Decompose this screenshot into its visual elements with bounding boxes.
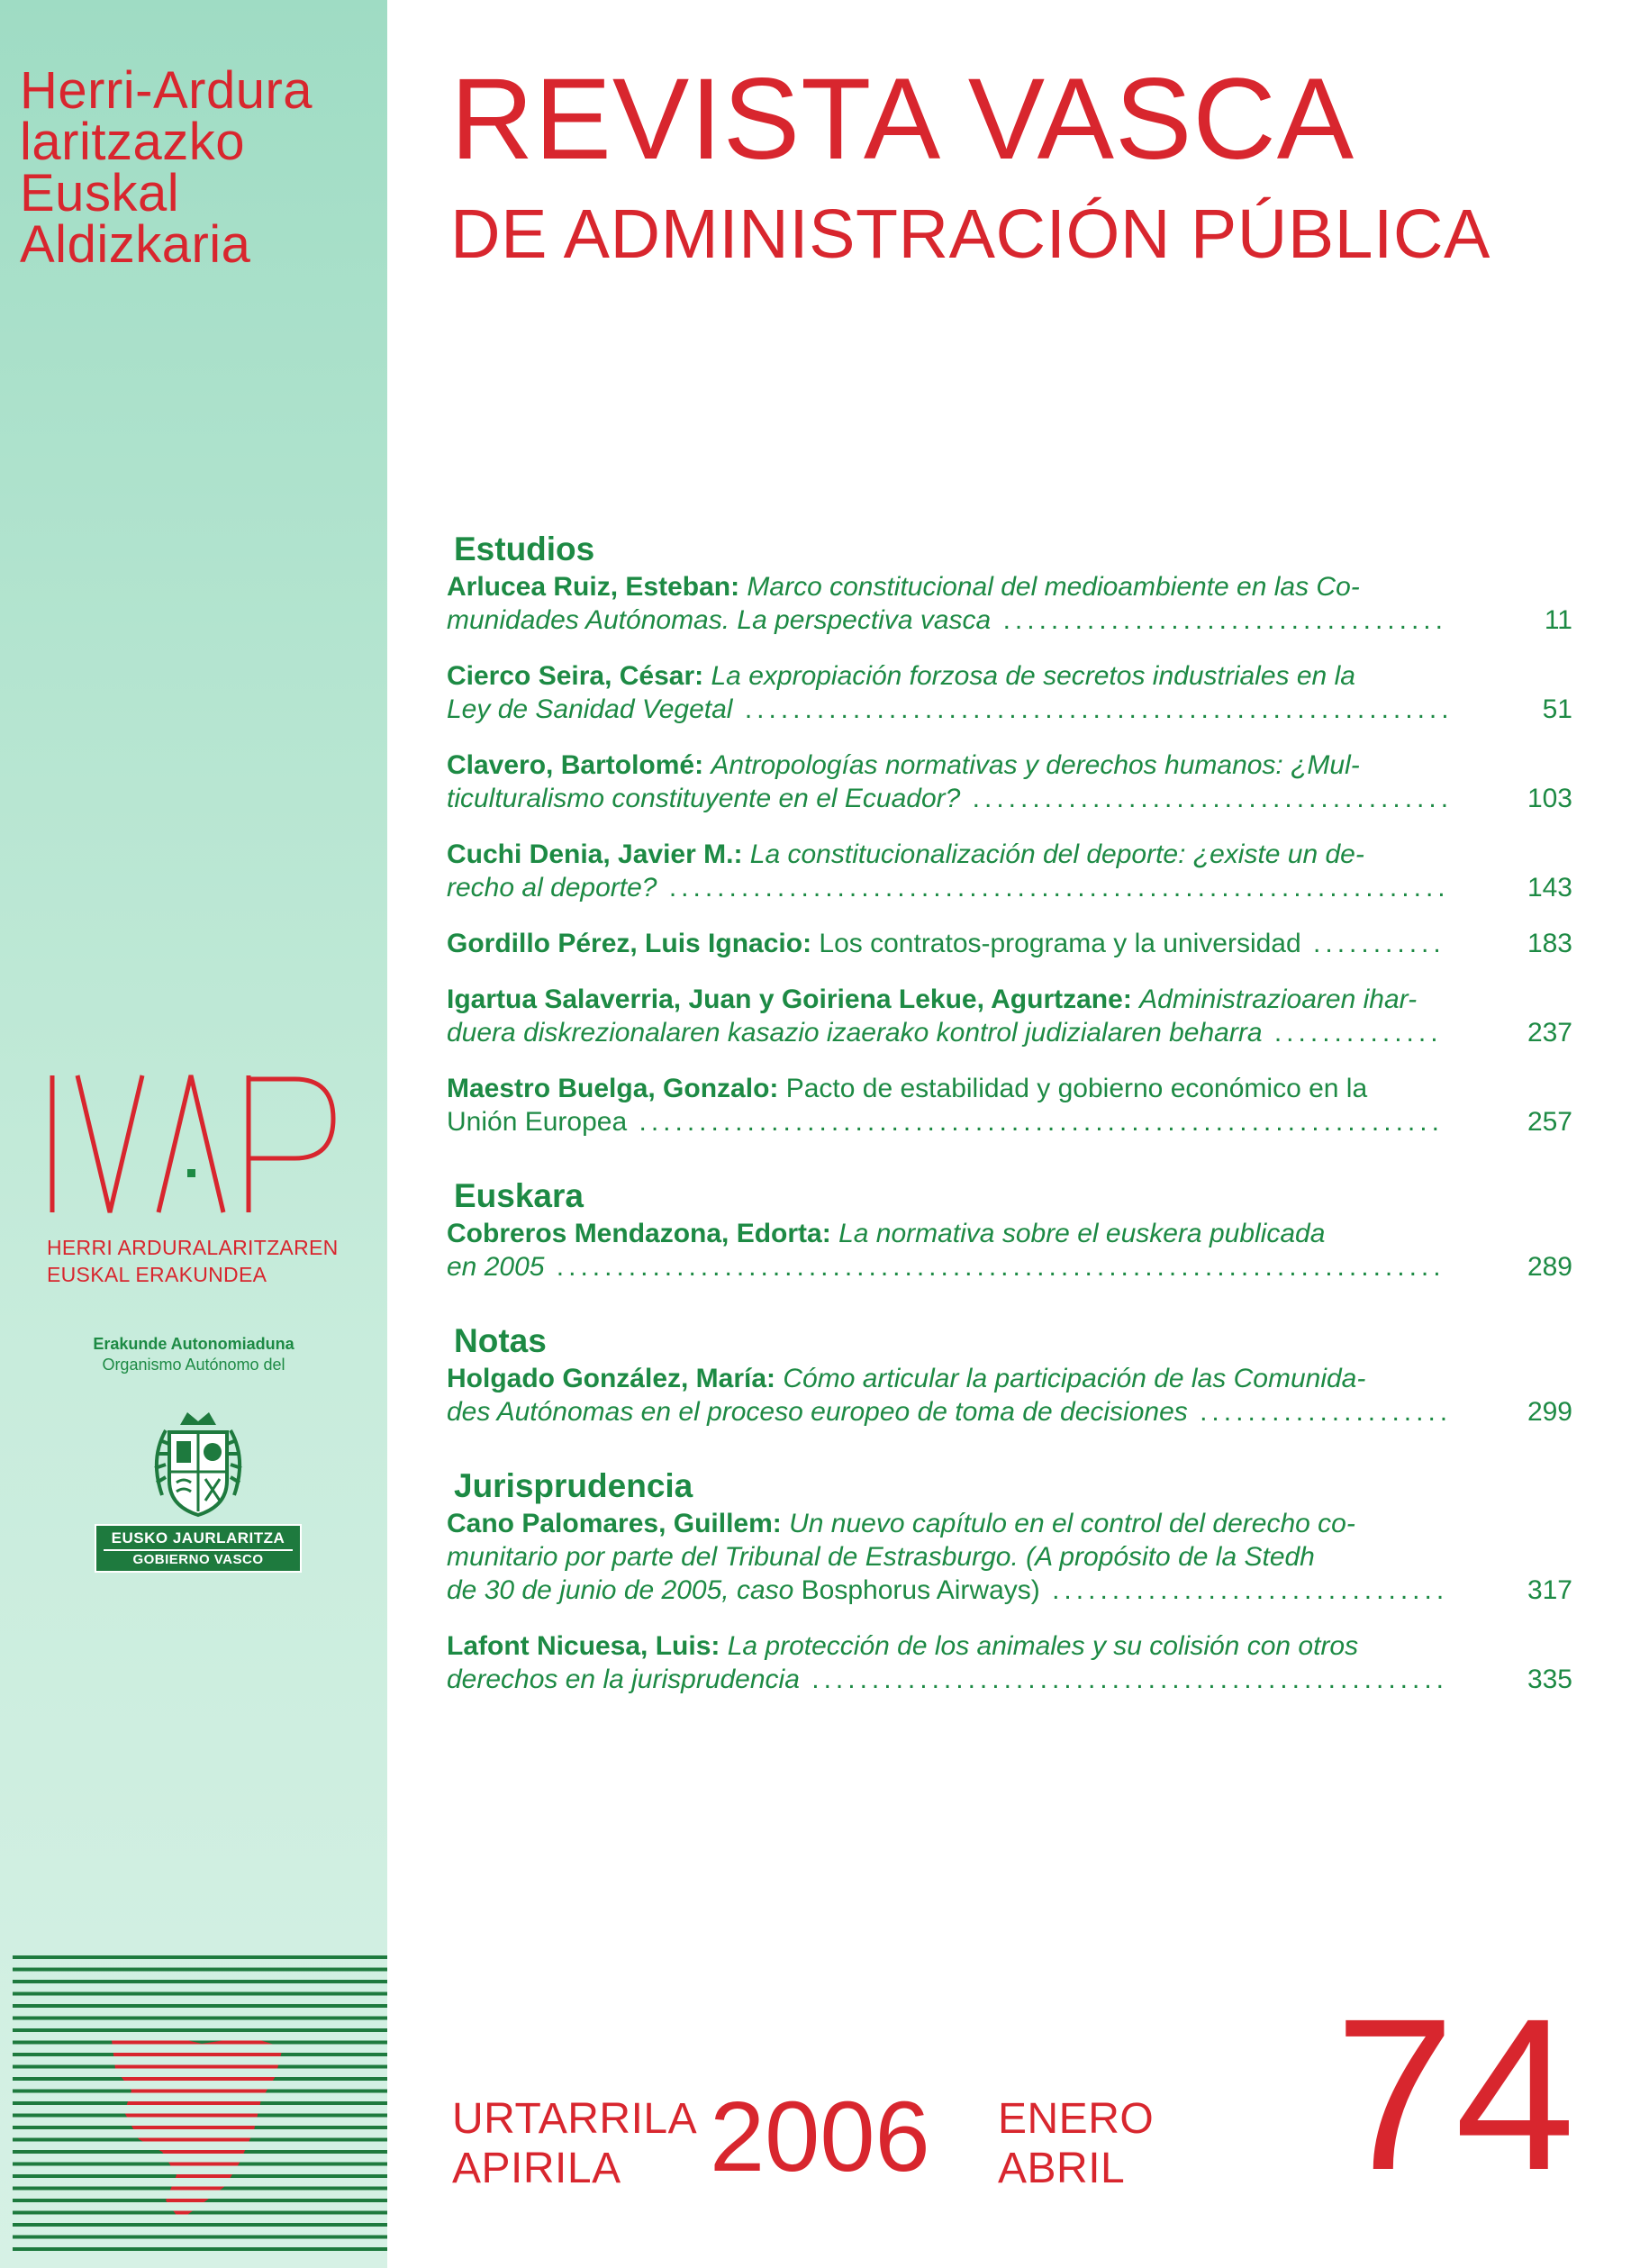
ivap-institution-name xyxy=(47,1234,339,1288)
entry-page-number: 11 xyxy=(1544,605,1572,635)
entry-title-line: Un nuevo capítulo en el control del derecho co- xyxy=(789,1509,1355,1538)
ivap-logo xyxy=(47,1072,344,1216)
entry-title-line: Antropologías normativas y derechos humanos: ¿Mul- xyxy=(711,750,1360,780)
toc-entry xyxy=(447,1362,1572,1429)
entry-title-line: des Autónomas en el proceso europeo de toma de decisiones xyxy=(447,1397,1188,1427)
leader-dots: ................................. xyxy=(1039,1575,1449,1605)
entry-author: Cuchi Denia, Javier M.: xyxy=(447,839,743,869)
basque-government-label xyxy=(95,1524,302,1573)
entry-title-line: munitario por parte del Tribunal de Estrasburgo. (A propósito de la Stedh xyxy=(447,1542,1315,1572)
journal-title: REVISTA VASCA xyxy=(450,55,1355,184)
basque-title-line: laritzazko xyxy=(20,113,245,171)
entry-page-number: 289 xyxy=(1527,1252,1572,1282)
entry-title-line: munidades Autónomas. La perspectiva vasca xyxy=(447,605,992,635)
green-stripe xyxy=(13,1980,387,1983)
entry-author: Clavero, Bartolomé: xyxy=(447,750,704,780)
basque-journal-title xyxy=(20,61,313,274)
toc-entry xyxy=(447,983,1572,1049)
month-start-es: ENERO xyxy=(998,2095,1155,2143)
section-heading: Estudios xyxy=(454,531,595,567)
entry-title-tail: Bosphorus Airways) xyxy=(801,1575,1040,1605)
entry-page-number: 317 xyxy=(1527,1575,1572,1605)
entry-title-line: Los contratos-programa y la universidad xyxy=(819,929,1301,958)
entry-page-number: 335 xyxy=(1527,1665,1572,1694)
gov-label-line-1: EUSKO JAURLARITZA xyxy=(111,1529,285,1547)
toc-entry xyxy=(447,1072,1572,1139)
toc-entry xyxy=(447,1507,1572,1607)
sidebar xyxy=(0,0,387,2268)
month-end-eu: APIRILA xyxy=(452,2145,621,2192)
month-start-eu: URTARRILA xyxy=(452,2095,698,2143)
basque-title-line: Aldizkaria xyxy=(20,215,251,274)
leader-dots: ........... xyxy=(1300,929,1445,958)
entry-author: Lafont Nicuesa, Luis: xyxy=(447,1631,720,1661)
entry-page-number: 183 xyxy=(1527,929,1572,958)
entry-title-line: Marco constitucional del medioambiente en las Co- xyxy=(747,572,1360,602)
toc-entry xyxy=(447,1217,1572,1284)
section-heading: Jurisprudencia xyxy=(454,1467,693,1504)
entry-author: Holgado González, María: xyxy=(447,1364,776,1393)
entry-title-line: Unión Europea xyxy=(447,1107,628,1137)
green-stripe xyxy=(13,1955,387,1959)
section-heading: Euskara xyxy=(454,1177,584,1214)
green-stripe xyxy=(13,1992,387,1996)
green-stripe xyxy=(13,2017,387,2020)
green-stripe xyxy=(13,1968,387,1972)
entry-title-line: en 2005 xyxy=(447,1252,545,1282)
basque-title-line: Euskal xyxy=(20,164,180,222)
toc-section xyxy=(447,1176,1572,1284)
green-stripe xyxy=(13,2236,387,2239)
entry-title-line: Pacto de estabilidad y gobierno económico en la xyxy=(785,1074,1368,1103)
entry-title-line: derechos en la jurisprudencia xyxy=(447,1665,800,1694)
leader-dots: ..................................... xyxy=(991,605,1447,635)
section-heading: Notas xyxy=(454,1322,547,1359)
entry-page-number: 51 xyxy=(1542,694,1572,724)
toc-section xyxy=(447,530,1572,1139)
entry-title-line: La constitucionalización del deporte: ¿existe un de- xyxy=(749,839,1364,869)
gov-label-line-2: GOBIERNO VASCO xyxy=(104,1549,293,1569)
month-end-es: ABRIL xyxy=(998,2145,1126,2192)
toc-section xyxy=(447,1466,1572,1696)
entry-title-line: La protección de los animales y su colisión con otros xyxy=(727,1631,1359,1661)
leader-dots: ..................... xyxy=(1187,1397,1453,1427)
org-line-2: Organismo Autónomo del xyxy=(102,1356,285,1374)
ivap-name-line: HERRI ARDURALARITZAREN xyxy=(47,1236,339,1259)
toc-entry xyxy=(447,1629,1572,1696)
entry-title-line: ticulturalismo constituyente en el Ecuador? xyxy=(447,784,961,813)
org-line-1: Erakunde Autonomiaduna xyxy=(93,1335,294,1353)
entry-title-line: de 30 de junio de 2005, caso xyxy=(447,1575,794,1605)
toc-entry xyxy=(447,927,1572,960)
basque-country-map-stripes xyxy=(13,1950,387,2256)
entry-author: Gordillo Pérez, Luis Ignacio: xyxy=(447,929,812,958)
toc-entry xyxy=(447,570,1572,637)
issue-months-basque xyxy=(452,2094,697,2193)
entry-author: Cobreros Mendazona, Edorta: xyxy=(447,1219,831,1248)
issue-months-spanish xyxy=(998,2094,1154,2193)
entry-page-number: 257 xyxy=(1527,1107,1572,1137)
entry-author: Arlucea Ruiz, Esteban: xyxy=(447,572,740,602)
toc-entry xyxy=(447,748,1572,815)
leader-dots: .......................................................................... xyxy=(544,1252,1445,1282)
entry-title-line: duera diskrezionalaren kasazio izaerako kontrol judizialaren beharra xyxy=(447,1018,1263,1048)
entry-page-number: 237 xyxy=(1527,1018,1572,1048)
toc-section xyxy=(447,1321,1572,1429)
green-stripe xyxy=(13,2247,387,2251)
entry-title-line: Cómo articular la participación de las Comunida- xyxy=(783,1364,1366,1393)
issue-number: 74 xyxy=(1335,1973,1575,2215)
entry-page-number: 299 xyxy=(1527,1397,1572,1427)
entry-author: Cierco Seira, César: xyxy=(447,661,704,691)
entry-title-line: Ley de Sanidad Vegetal xyxy=(447,694,733,724)
ivap-name-line: EUSKAL ERAKUNDEA xyxy=(47,1263,267,1286)
entry-title-line: Administrazioaren ihar- xyxy=(1139,984,1418,1014)
basque-government-crest-icon xyxy=(144,1405,252,1522)
green-stripe xyxy=(13,2004,387,2008)
entry-author: Maestro Buelga, Gonzalo: xyxy=(447,1074,779,1103)
basque-title-line: Herri-Ardura xyxy=(20,61,313,120)
leader-dots: ........................................ xyxy=(960,784,1454,813)
leader-dots: ........................................................... xyxy=(732,694,1454,724)
issue-year: 2006 xyxy=(710,2082,930,2192)
journal-subtitle: DE ADMINISTRACIÓN PÚBLICA xyxy=(450,195,1490,273)
toc-entry xyxy=(447,659,1572,726)
toc-entry xyxy=(447,838,1572,904)
leader-dots: ..................................................... xyxy=(799,1665,1448,1694)
table-of-contents xyxy=(447,530,1572,1696)
green-stripe xyxy=(13,2028,387,2032)
leader-dots: .............. xyxy=(1262,1018,1443,1048)
entry-page-number: 103 xyxy=(1527,784,1572,813)
entry-page-number: 143 xyxy=(1527,873,1572,903)
entry-author: Cano Palomares, Guillem: xyxy=(447,1509,782,1538)
green-stripe xyxy=(13,2223,387,2227)
entry-author: Igartua Salaverria, Juan y Goiriena Lekue, Agurtzane: xyxy=(447,984,1132,1014)
leader-dots: ................................................................... xyxy=(627,1107,1444,1137)
entry-title-line: La expropiación forzosa de secretos industriales en la xyxy=(711,661,1355,691)
entry-title-line: La normativa sobre el euskera publicada xyxy=(838,1219,1326,1248)
entry-title-line: recho al deporte? xyxy=(447,873,657,903)
leader-dots: ................................................................. xyxy=(657,873,1450,903)
green-stripe xyxy=(13,2211,387,2215)
